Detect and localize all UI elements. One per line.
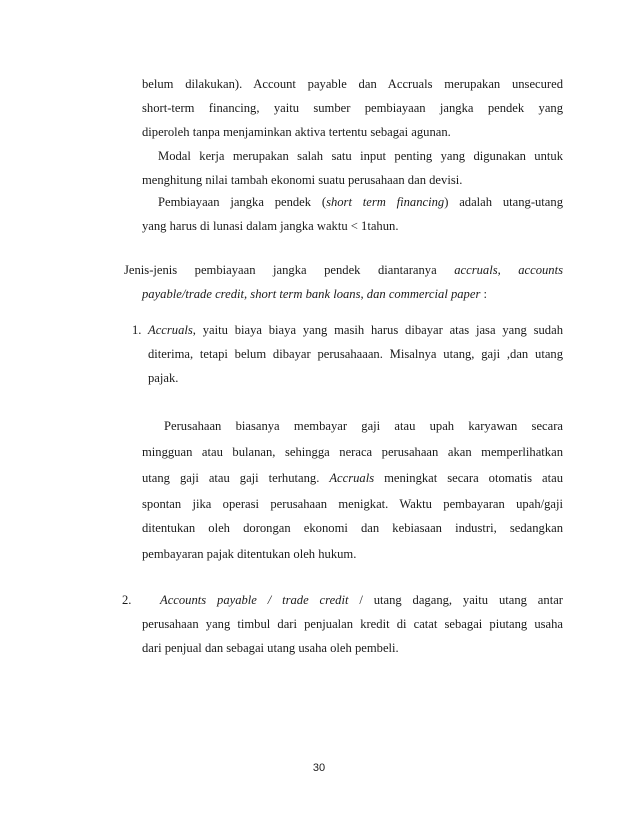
para4-colon: : [483, 287, 488, 301]
para1-line3: diperoleh tanpa menjaminkan aktiva tertentu sebagai agunan. [142, 125, 451, 139]
para4-terms: accruals, accounts [454, 263, 564, 277]
para5-line6: pembayaran pajak ditentukan oleh hukum. [142, 547, 357, 561]
para4-line2 [142, 286, 487, 302]
para4-line1 [124, 262, 563, 278]
para4-terms-list: payable/trade credit, short term bank loans, dan commercial paper [142, 287, 481, 301]
item2-terms: Accounts payable / trade credit [160, 593, 349, 607]
para5-line1: Perusahaan biasanya membayar gaji atau upah karyawan secara [164, 419, 563, 433]
item2-line2: perusahaan yang timbul dari penjualan kredit di catat sebagai piutang usaha [142, 617, 563, 631]
para5-line2: mingguan atau bulanan, sehingga neraca perusahaan akan memperlihatkan [142, 445, 563, 459]
item2-line3: dari penjual dan sebagai utang usaha oleh pembeli. [142, 641, 399, 655]
para1-line1: belum dilakukan). Account payable dan Accruals merupakan unsecured [142, 77, 563, 91]
para3-line2: yang harus di lunasi dalam jangka waktu < 1tahun. [142, 219, 399, 233]
para3-text-a: Pembiayaan jangka pendek ( [158, 195, 327, 209]
item2-text: / utang dagang, yaitu utang antar [359, 593, 563, 607]
para1-line2: short-term financing, yaitu sumber pembiayaan jangka pendek yang [142, 101, 563, 115]
item2-line1 [160, 592, 563, 608]
para4-text-a: Jenis-jenis pembiayaan jangka pendek diantaranya [124, 263, 437, 277]
para2-line2: menghitung nilai tambah ekonomi suatu perusahaan dan devisi. [142, 173, 463, 187]
para5-line4: spontan jika operasi perusahaan menigkat. Waktu pembayaran upah/gaji [142, 497, 563, 511]
para3-line1 [158, 194, 563, 210]
item1-line2: diterima, tetapi belum dibayar perusahaaan. Misalnya utang, gaji ,dan utang [148, 347, 563, 361]
para5-line5: ditentukan oleh dorongan ekonomi dan kebiasaan industri, sedangkan [142, 521, 563, 535]
item1-line3: pajak. [148, 371, 179, 385]
para3-term: short term financing [326, 195, 445, 209]
para5-text-c: meningkat secara otomatis atau [384, 471, 563, 485]
item1-line1 [148, 322, 563, 338]
para5-text-a: utang gaji atau gaji terhutang. [142, 471, 320, 485]
para5-line3 [142, 470, 563, 486]
item1-number: 1. [132, 323, 142, 337]
para5-term: Accruals [329, 471, 375, 485]
item2-number: 2. [122, 593, 132, 607]
para3-text-c: ) adalah utang-utang [444, 195, 563, 209]
item1-term: Accruals [148, 323, 193, 337]
page-number: 30 [312, 762, 326, 774]
item1-text: , yaitu biaya biaya yang masih harus dibayar atas jasa yang sudah [192, 323, 563, 337]
para2-line1: Modal kerja merupakan salah satu input penting yang digunakan untuk [158, 149, 563, 163]
